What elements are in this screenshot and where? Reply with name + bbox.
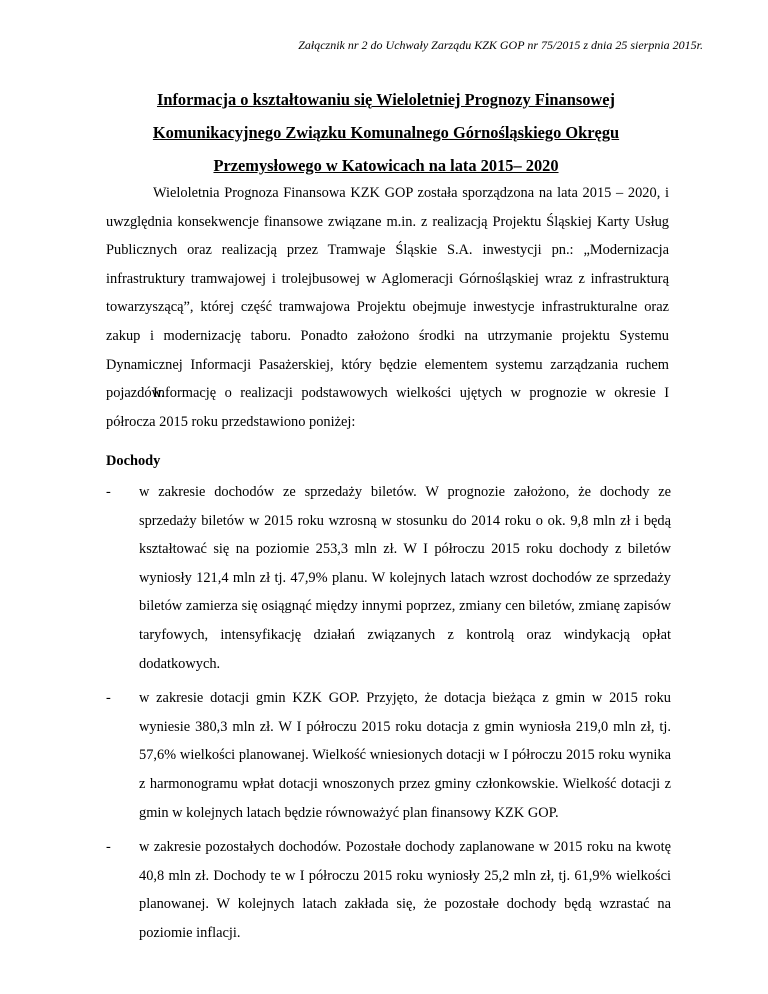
title-line-2: Komunikacyjnego Związku Komunalnego Górnośląskiego Okręgu bbox=[152, 123, 620, 142]
title-line-3: Przemysłowego w Katowicach na lata 2015– 2020 bbox=[213, 156, 559, 175]
bullet-dash: - bbox=[106, 484, 111, 500]
section-heading-dochody: Dochody bbox=[106, 453, 161, 469]
list-item-text: w zakresie pozostałych dochodów. Pozostałe dochody zaplanowane w 2015 roku na kwotę 40,8 mln zł. Dochody te w I półroczu 2015 roku wyniosły 25,2 mln zł, tj. 61,9% wielkości planowanej. W kolejnych latach zakłada się, że pozostałe dochody będą wzrastać na poziomie inflacji. bbox=[139, 839, 671, 941]
intro-paragraph-2: Informację o realizacji podstawowych wielkości ujętych w prognozie w okresie I półrocza 2015 roku przedstawiono poniżej: bbox=[106, 385, 669, 430]
list-item-text: w zakresie dochodów ze sprzedaży biletów. W prognozie założono, że dochody ze sprzedaży biletów w 2015 roku wzrosną w stosunku do 2014 roku o ok. 9,8 mln zł i będą kształtować się na poziomie 253,3 mln zł. W I półroczu 2015 roku dochody z biletów wyniosły 121,4 mln zł tj. 47,9% planu. W kolejnych latach wzrost dochodów ze sprzedaży biletów zamierza się osiągnąć między innymi poprzez, zmiany cen biletów, zmianę zapisów taryfowych, intensyfikację działań związanych z kontrolą oraz windykacją opłat dodatkowych. bbox=[139, 484, 671, 672]
list-item bbox=[106, 684, 671, 827]
bullet-dash: - bbox=[106, 839, 111, 856]
document-title bbox=[100, 83, 672, 182]
intro-paragraph-1: Wieloletnia Prognoza Finansowa KZK GOP została sporządzona na lata 2015 – 2020, i uwzględnia konsekwencje finansowe związane m.in. z realizacją Projektu Śląskiej Karty Usług Publicznych oraz realizacją przez Tramwaje Śląskie S.A. inwestycji pn.: „Modernizacja infrastruktury tramwajowej i trolejbusowej w Aglomeracji Górnośląskiej wraz z infrastrukturą towarzyszącą”, której część tramwajowa Projektu obejmuje inwestycje infrastrukturalne oraz zakup i modernizację taboru. Ponadto założono środki na utrzymanie projektu Systemu Dynamicznej Informacji Pasażerskiej, który będzie elementem systemu zarządzania ruchem pojazdów. bbox=[106, 185, 669, 402]
list-item bbox=[106, 833, 671, 947]
list-item bbox=[106, 478, 671, 678]
title-line-1: Informacja o kształtowaniu się Wieloletniej Prognozy Finansowej bbox=[156, 90, 615, 109]
attachment-header-note: Załącznik nr 2 do Uchwały Zarządu KZK GOP nr 75/2015 z dnia 25 sierpnia 2015r. bbox=[298, 38, 703, 52]
bullet-dash: - bbox=[106, 690, 111, 707]
list-item-text: w zakresie dotacji gmin KZK GOP. Przyjęto, że dotacja bieżąca z gmin w 2015 roku wyniesie 380,3 mln zł. W I półroczu 2015 roku dotacja z gmin wyniosła 219,0 mln zł, tj. 57,6% wielkości planowanej. Wielkość wniesionych dotacji w I półroczu 2015 roku wynika z harmonogramu wpłat dotacji wnoszonych przez gminy członkowskie. Wielkość dotacji z gmin w kolejnych latach będzie równoważyć plan finansowy KZK GOP. bbox=[139, 690, 671, 821]
income-bullet-list bbox=[106, 478, 671, 954]
